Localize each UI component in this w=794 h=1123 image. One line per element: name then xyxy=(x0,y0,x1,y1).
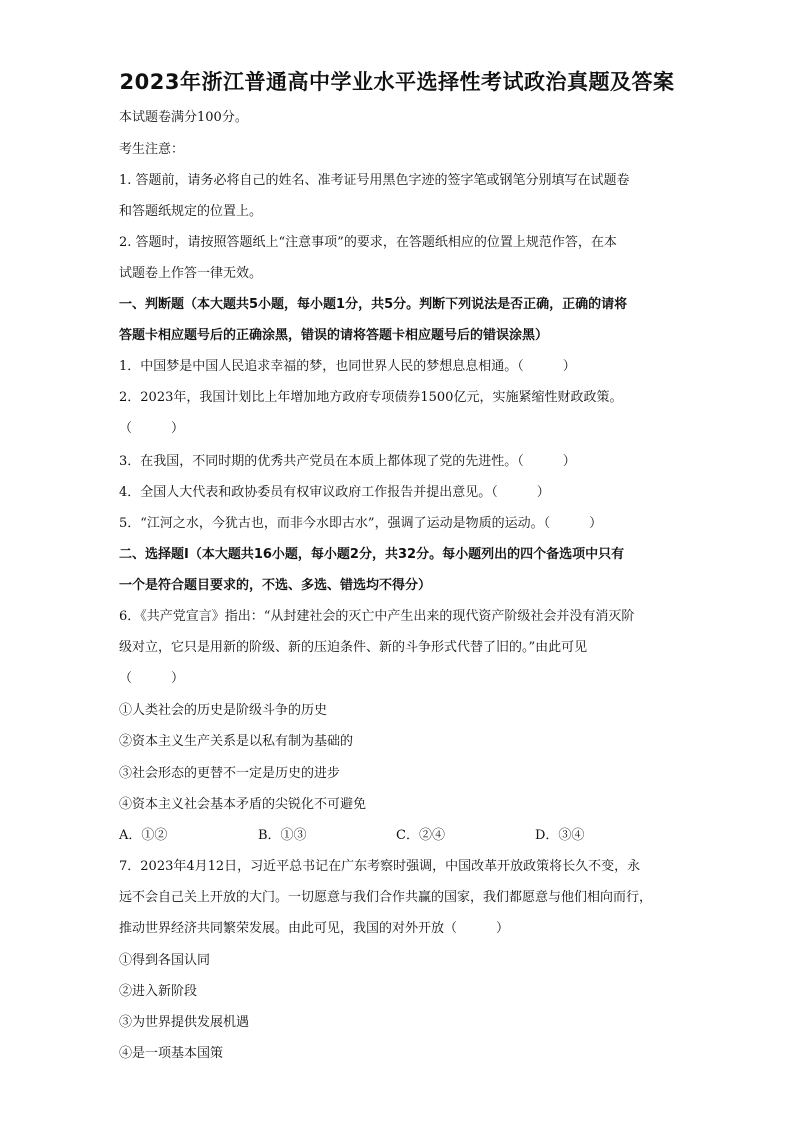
section-1-heading-line-1: 一、判断题（本大题共5小题，每小题1分，共5分。判断下列说法是否正确，正确的请将 xyxy=(119,297,628,312)
full-score-text: 本试题卷满分100分。 xyxy=(119,110,248,125)
question-1: 1．中国梦是中国人民追求幸福的梦，也同世界人民的梦想息息相通。（ ） xyxy=(119,359,576,374)
page-title: 2023年浙江普通高中学业水平选择性考试政治真题及答案 xyxy=(119,70,675,94)
question-7-item-4: ④是一项基本国策 xyxy=(119,1046,224,1061)
question-7-line-2: 远不会自己关上开放的大门。一切愿意与我们合作共赢的国家，我们都愿意与他们相向而行， xyxy=(119,890,653,905)
question-3: 3．在我国，不同时期的优秀共产党员在本质上都体现了党的先进性。（ ） xyxy=(119,454,576,469)
question-6-line-2: 级对立，它只是用新的阶级、新的压迫条件、新的斗争形式代替了旧的。”由此可见 xyxy=(119,640,588,655)
notice-1-line-1: 1. 答题前，请务必将自己的姓名、准考证号用黑色字迹的签字笔或钢笔分别填写在试题卷 xyxy=(119,173,630,188)
question-4: 4．全国人大代表和政协委员有权审议政府工作报告并提出意见。（ ） xyxy=(119,485,550,500)
option-c: C．②④ xyxy=(396,828,445,843)
section-2-heading-line-2: 一个是符合题目要求的，不选、多选、错选均不得分） xyxy=(119,578,432,593)
section-2-heading-line-1: 二、选择题Ⅰ（本大题共16小题，每小题2分，共32分。每小题列出的四个备选项中只有 xyxy=(119,547,625,562)
question-2-line-1: 2．2023年，我国计划比上年增加地方政府专项债券1500亿元，实施紧缩性财政政策。 xyxy=(119,390,623,405)
notice-label: 考生注意： xyxy=(119,142,185,157)
question-7-line-3: 推动世界经济共同繁荣发展。由此可见，我国的对外开放（ ） xyxy=(119,921,510,936)
question-6-item-2: ②资本主义生产关系是以私有制为基础的 xyxy=(119,734,354,749)
question-6-item-3: ③社会形态的更替不一定是历史的进步 xyxy=(119,766,341,781)
section-1-heading-line-2: 答题卡相应题号后的正确涂黑，错误的请将答题卡相应题号后的错误涂黑） xyxy=(119,328,549,343)
question-6-item-1: ①人类社会的历史是阶级斗争的历史 xyxy=(119,703,328,718)
option-a: A．①② xyxy=(119,828,168,843)
notice-2-line-1: 2. 答题时，请按照答题纸上“注意事项”的要求，在答题纸相应的位置上规范作答，在本 xyxy=(119,235,617,250)
option-b: B．①③ xyxy=(258,828,307,843)
option-d: D．③④ xyxy=(535,828,585,843)
question-6-line-1: 6．《共产党宣言》指出：“从封建社会的灭亡中产生出来的现代资产阶级社会并没有消灭阶 xyxy=(119,609,635,624)
question-7-item-1: ①得到各国认同 xyxy=(119,953,211,968)
question-7-line-1: 7．2023年4月12日，习近平总书记在广东考察时强调，中国改革开放政策将长久不变，永 xyxy=(119,859,641,874)
question-7-item-2: ②进入新阶段 xyxy=(119,984,198,999)
question-7-item-3: ③为世界提供发展机遇 xyxy=(119,1015,250,1030)
question-6-line-3: （ ） xyxy=(119,671,185,686)
notice-2-line-2: 试题卷上作答一律无效。 xyxy=(119,266,263,281)
question-5: 5．“江河之水，今犹古也，而非今水即古水”，强调了运动是物质的运动。（ ） xyxy=(119,516,603,531)
question-2-line-2: （ ） xyxy=(119,421,185,436)
question-6-item-4: ④资本主义社会基本矛盾的尖锐化不可避免 xyxy=(119,797,367,812)
notice-1-line-2: 和答题纸规定的位置上。 xyxy=(119,204,263,219)
